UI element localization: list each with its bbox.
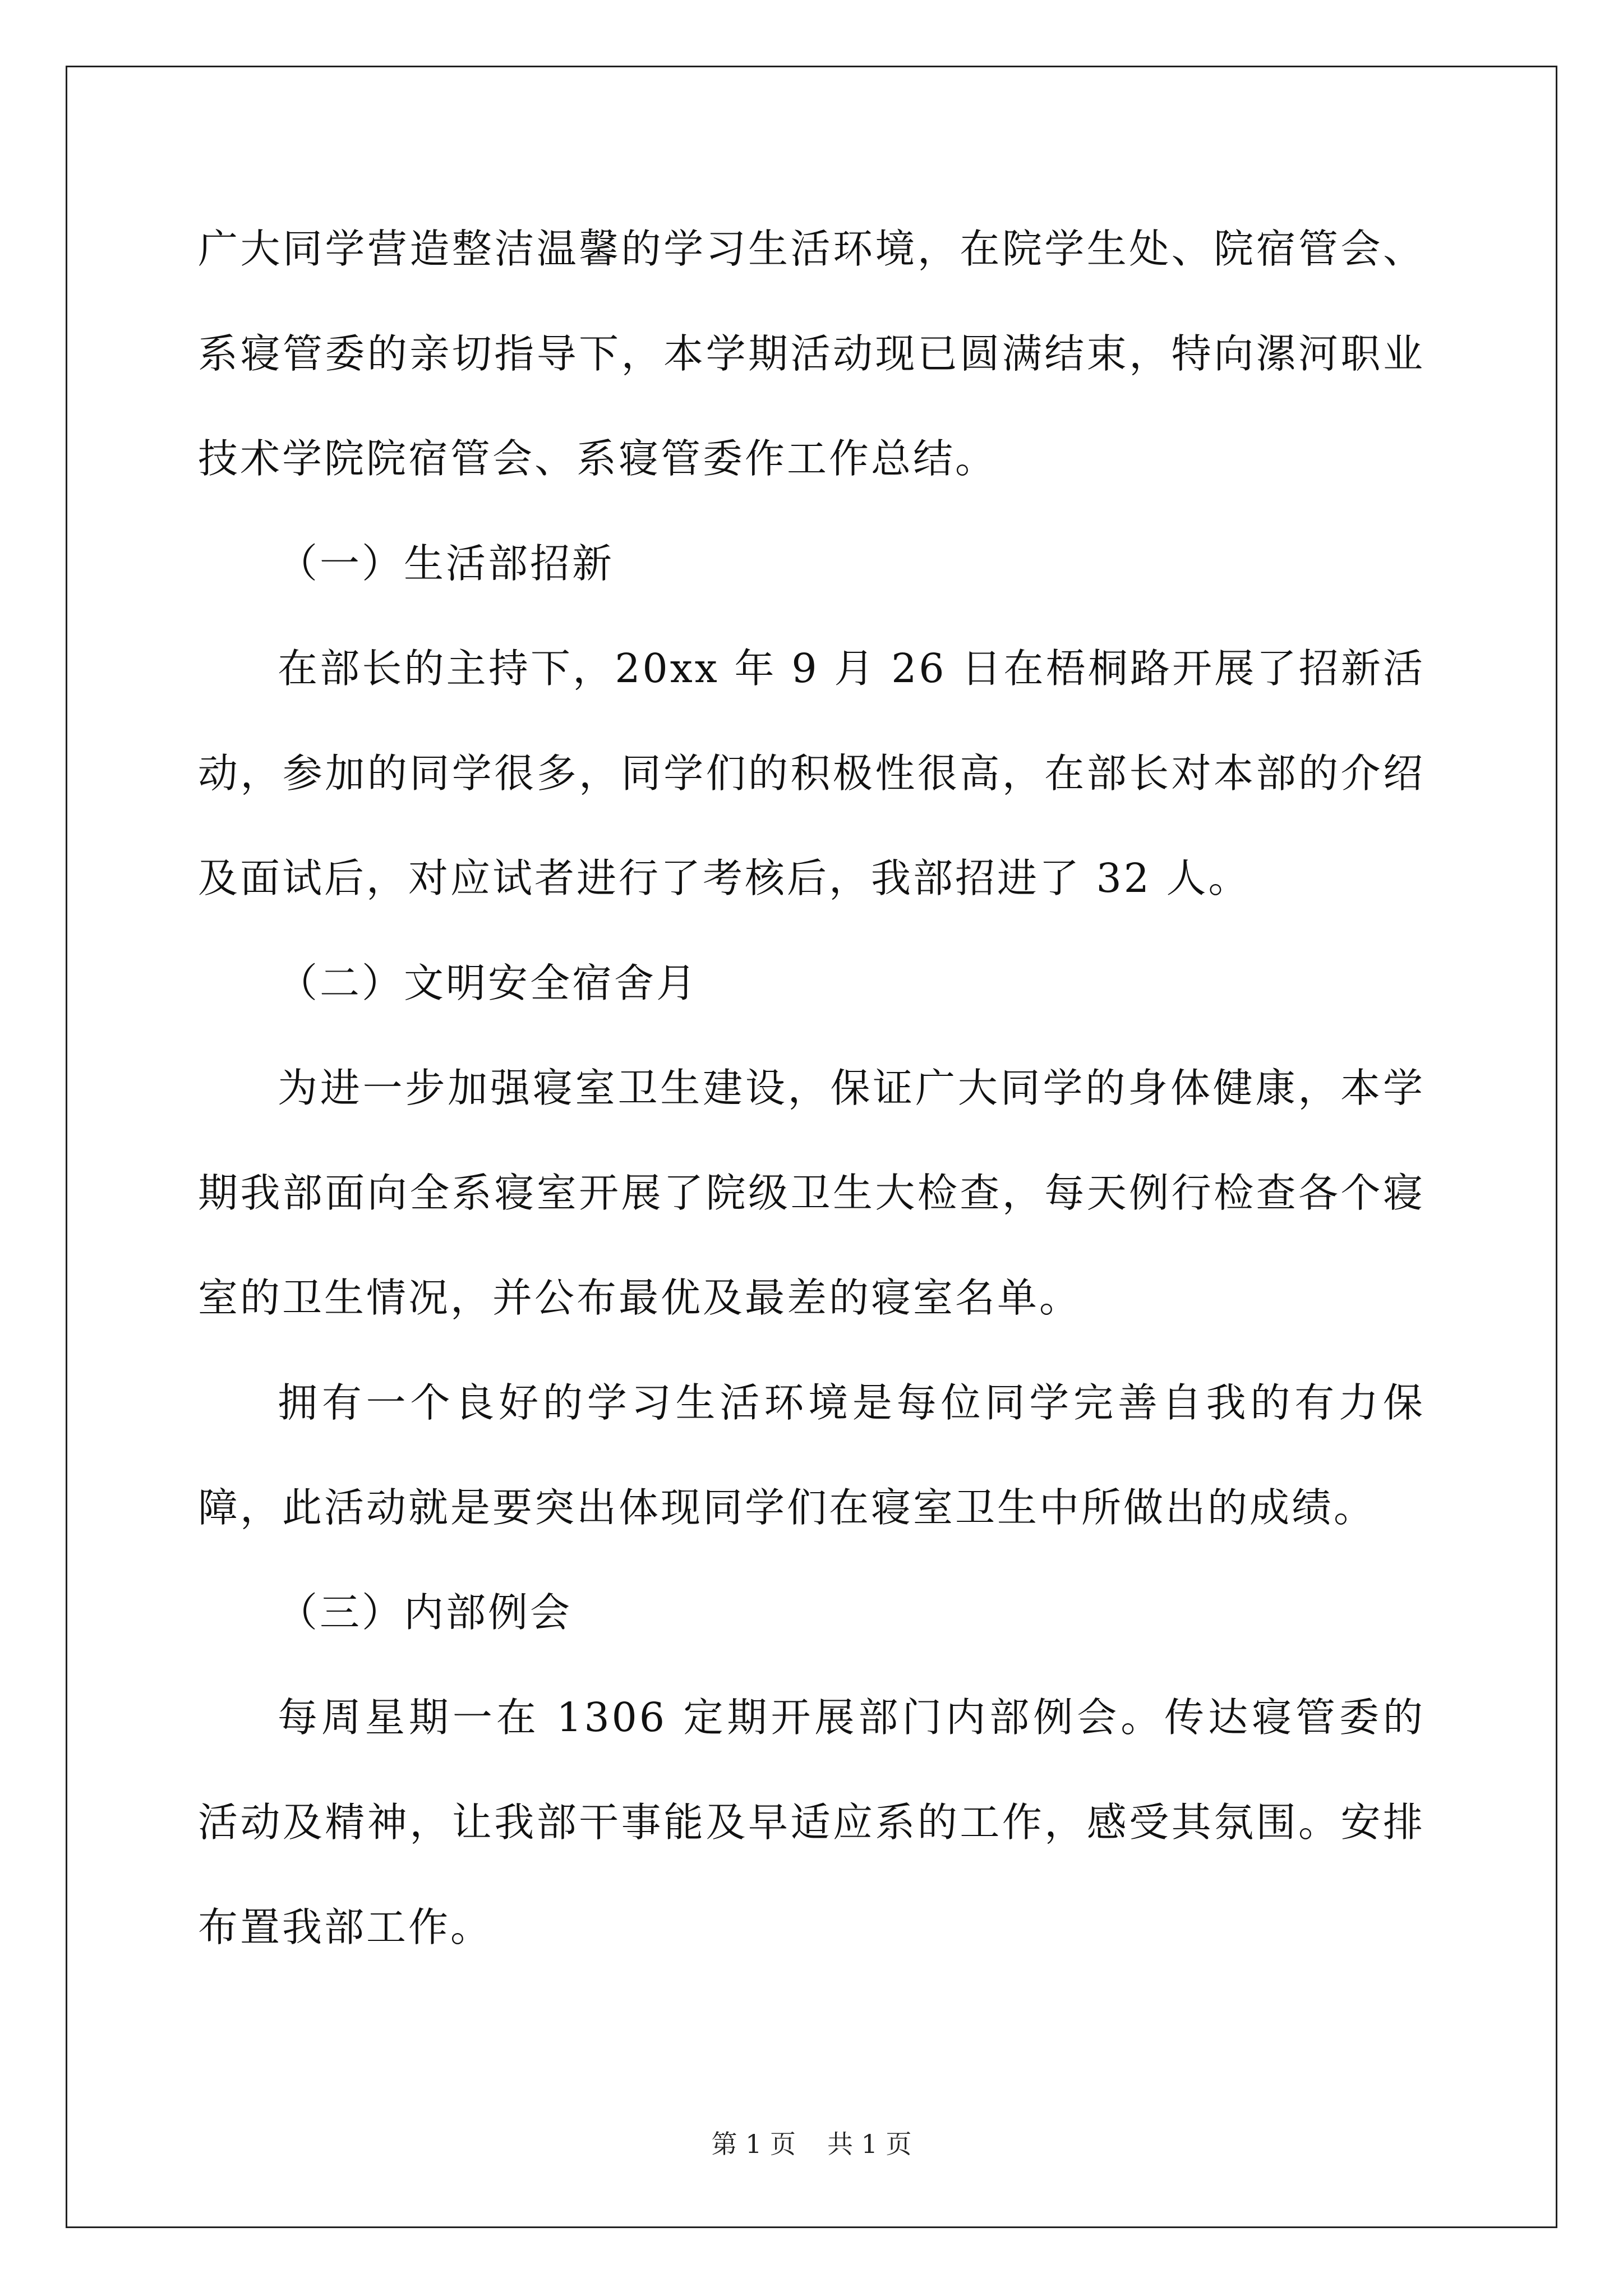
paragraph-dorm-inspection: 为进一步加强寝室卫生建设，保证广大同学的身体健康，本学期我部面向全系寝室开展了院级卫生大检查，每天例行检查各个寝室的卫生情况，并公布最优及最差的寝室名单。 — [198, 1065, 1425, 1321]
section-heading-recruitment: （一）生活部招新 — [278, 540, 615, 587]
page-footer — [0, 2127, 1623, 2161]
page-number: 第 1 页 — [711, 2129, 796, 2159]
paragraph-recruitment: 在部长的主持下，20xx 年 9 月 26 日在梧桐路开展了招新活动，参加的同学很多，同学们的积极性很高，在部长对本部的介绍及面试后，对应试者进行了考核后，我部招进了 32 人。 — [198, 645, 1425, 901]
paragraph-intro: 广大同学营造整洁温馨的学习生活环境，在院学生处、院宿管会、系寝管委的亲切指导下，本学期活动现已圆满结束，特向漯河职业技术学院院宿管会、系寝管委作工作总结。 — [198, 226, 1425, 482]
page-total: 共 1 页 — [827, 2129, 912, 2159]
paragraph-dorm-environment: 拥有一个良好的学习生活环境是每位同学完善自我的有力保障，此活动就是要突出体现同学们在寝室卫生中所做出的成绩。 — [198, 1379, 1425, 1531]
section-heading-dorm-month: （二）文明安全宿舍月 — [278, 960, 699, 1006]
paragraph-meeting: 每周星期一在 1306 定期开展部门内部例会。传达寝管委的活动及精神，让我部干事能及早适应系的工作，感受其氛围。安排布置我部工作。 — [198, 1694, 1425, 1950]
document-body — [198, 196, 1425, 1980]
section-heading-meeting: （三）内部例会 — [278, 1589, 573, 1636]
